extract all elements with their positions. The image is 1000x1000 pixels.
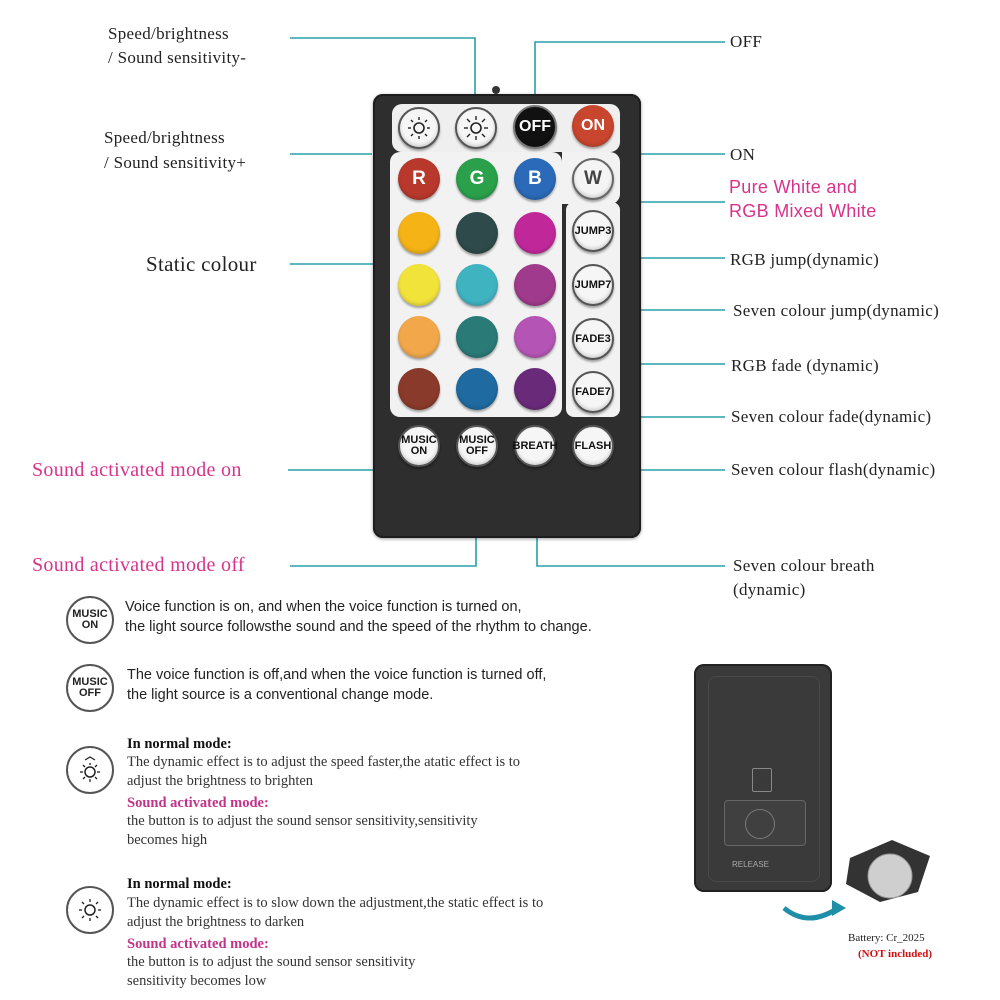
colour-button[interactable] [456,368,498,410]
plus-sound-title: Sound activated mode: [127,795,269,811]
label-pure-white-1: Pure White and [729,177,858,197]
brightness-up-button[interactable] [455,107,497,149]
fade7-button[interactable] [572,371,614,413]
ir-emitter [492,86,500,94]
music-on-label-1: MUSIC [401,434,437,446]
music-on-button[interactable] [398,425,440,467]
fade3-button[interactable] [572,318,614,360]
minus-sound-desc-2: sensitivity becomes low [127,973,267,989]
minus-normal-desc-2: adjust the brightness to darken [127,914,305,930]
plus-normal-desc-2: adjust the brightness to brighten [127,773,314,789]
jump3-button[interactable] [572,210,614,252]
plus-normal-title-text: In normal mode: [127,736,232,752]
music-on-desc-1: Voice function is on, and when the voice function is turned on, [125,599,522,615]
label-seven-flash: Seven colour flash(dynamic) [731,460,936,479]
blue-button[interactable] [514,158,556,200]
music-on-icon-text-1: MUSIC [72,608,108,620]
label-speed-minus-2: / Sound sensitivity- [108,48,247,67]
music-off-desc-2: the light source is a conventional change mode. [127,687,434,703]
colour-button[interactable] [456,316,498,358]
music-on-desc-2: the light source followsthe sound and the speed of the rhythm to change. [125,619,592,635]
fade7-label: FADE7 [575,385,611,398]
label-seven-breath-1: Seven colour breath [733,556,875,575]
minus-normal-title-text: In normal mode: [127,876,232,892]
minus-sound-desc-1: the button is to adjust the sound sensor sensitivity [127,954,416,970]
battery-tray-illustration [780,820,950,930]
label-speed-plus-2: / Sound sensitivity+ [104,153,247,172]
brightness-down-button[interactable] [398,107,440,149]
jump7-button[interactable] [572,264,614,306]
breath-label: BREATH [512,439,558,452]
music-off-icon [66,664,114,712]
music-on-icon [66,596,114,644]
jump7-label: JUMP7 [574,278,612,291]
red-label: R [412,168,426,189]
music-off-icon-text-2: OFF [78,687,101,699]
flash-button[interactable] [572,425,614,467]
music-on-label [401,435,436,457]
colour-button[interactable] [456,264,498,306]
curved-arrow-icon [784,908,838,918]
label-sound-on: Sound activated mode on [32,459,242,481]
sun-large-icon [463,115,489,141]
plus-sound-desc-1: the button is to adjust the sound sensor sensitivity,sensitivity [127,813,478,829]
label-rgb-fade: RGB fade (dynamic) [731,356,879,375]
brightness-down-icon [66,886,114,934]
white-label: W [584,168,602,189]
sun-small-icon [406,115,432,141]
on-button-label: ON [581,117,605,134]
music-off-label-2: OFF [465,445,488,457]
music-on-label-2: ON [410,445,428,457]
music-on-icon-text-2: ON [81,619,99,631]
green-button[interactable] [456,158,498,200]
colour-button[interactable] [398,264,440,306]
off-button-label: OFF [519,118,551,135]
battery-label: Battery: Cr_2025 [848,932,925,944]
label-seven-jump: Seven colour jump(dynamic) [733,301,940,320]
music-off-icon-text-1: MUSIC [72,676,108,688]
music-off-desc-1: The voice function is off,and when the voice function is turned off, [127,667,547,683]
sun-up-icon [75,755,105,785]
plus-sound-desc-2: becomes high [127,832,208,848]
colour-button[interactable] [514,212,556,254]
label-on: ON [730,145,756,164]
brightness-up-icon [66,746,114,794]
colour-button[interactable] [514,368,556,410]
blue-label: B [528,168,542,189]
battery-slot-icon [745,809,775,839]
red-button[interactable] [398,158,440,200]
fade3-label: FADE3 [575,332,611,345]
sun-down-icon [75,895,105,925]
breath-button[interactable] [514,425,556,467]
label-pure-white-2: RGB Mixed White [729,201,877,221]
on-button[interactable] [572,105,614,147]
coin-battery-icon [868,854,912,898]
jump3-label: JUMP3 [574,224,612,237]
music-off-button[interactable] [456,425,498,467]
colour-button[interactable] [398,316,440,358]
label-rgb-jump: RGB jump(dynamic) [730,250,880,269]
minus-normal-desc-1: The dynamic effect is to slow down the adjustment,the static effect is to [127,895,544,911]
recycle-mark-icon [752,768,772,792]
off-button[interactable] [513,105,557,149]
label-seven-breath-2: (dynamic) [733,580,806,599]
colour-button[interactable] [456,212,498,254]
minus-sound-title: Sound activated mode: [127,936,269,952]
white-button[interactable] [572,158,614,200]
label-seven-fade: Seven colour fade(dynamic) [731,407,932,426]
colour-button[interactable] [398,368,440,410]
release-text: RELEASE [732,860,769,869]
label-off: OFF [730,32,763,51]
music-off-label-1: MUSIC [459,434,495,446]
label-static-colour: Static colour [146,252,257,276]
colour-button[interactable] [514,264,556,306]
label-speed-minus-1: Speed/brightness [108,24,229,43]
label-sound-off: Sound activated mode off [32,554,245,576]
battery-note: (NOT included) [858,948,933,960]
green-label: G [469,168,485,189]
flash-label: FLASH [574,439,612,452]
plus-normal-desc-1: The dynamic effect is to adjust the speed faster,the atatic effect is to [127,754,521,770]
colour-button[interactable] [514,316,556,358]
minus-normal-title [127,874,232,894]
plus-normal-title [127,734,232,754]
arrow-head-icon [832,900,846,916]
colour-button[interactable] [398,212,440,254]
label-speed-plus-1: Speed/brightness [104,128,225,147]
music-off-label [459,435,494,457]
